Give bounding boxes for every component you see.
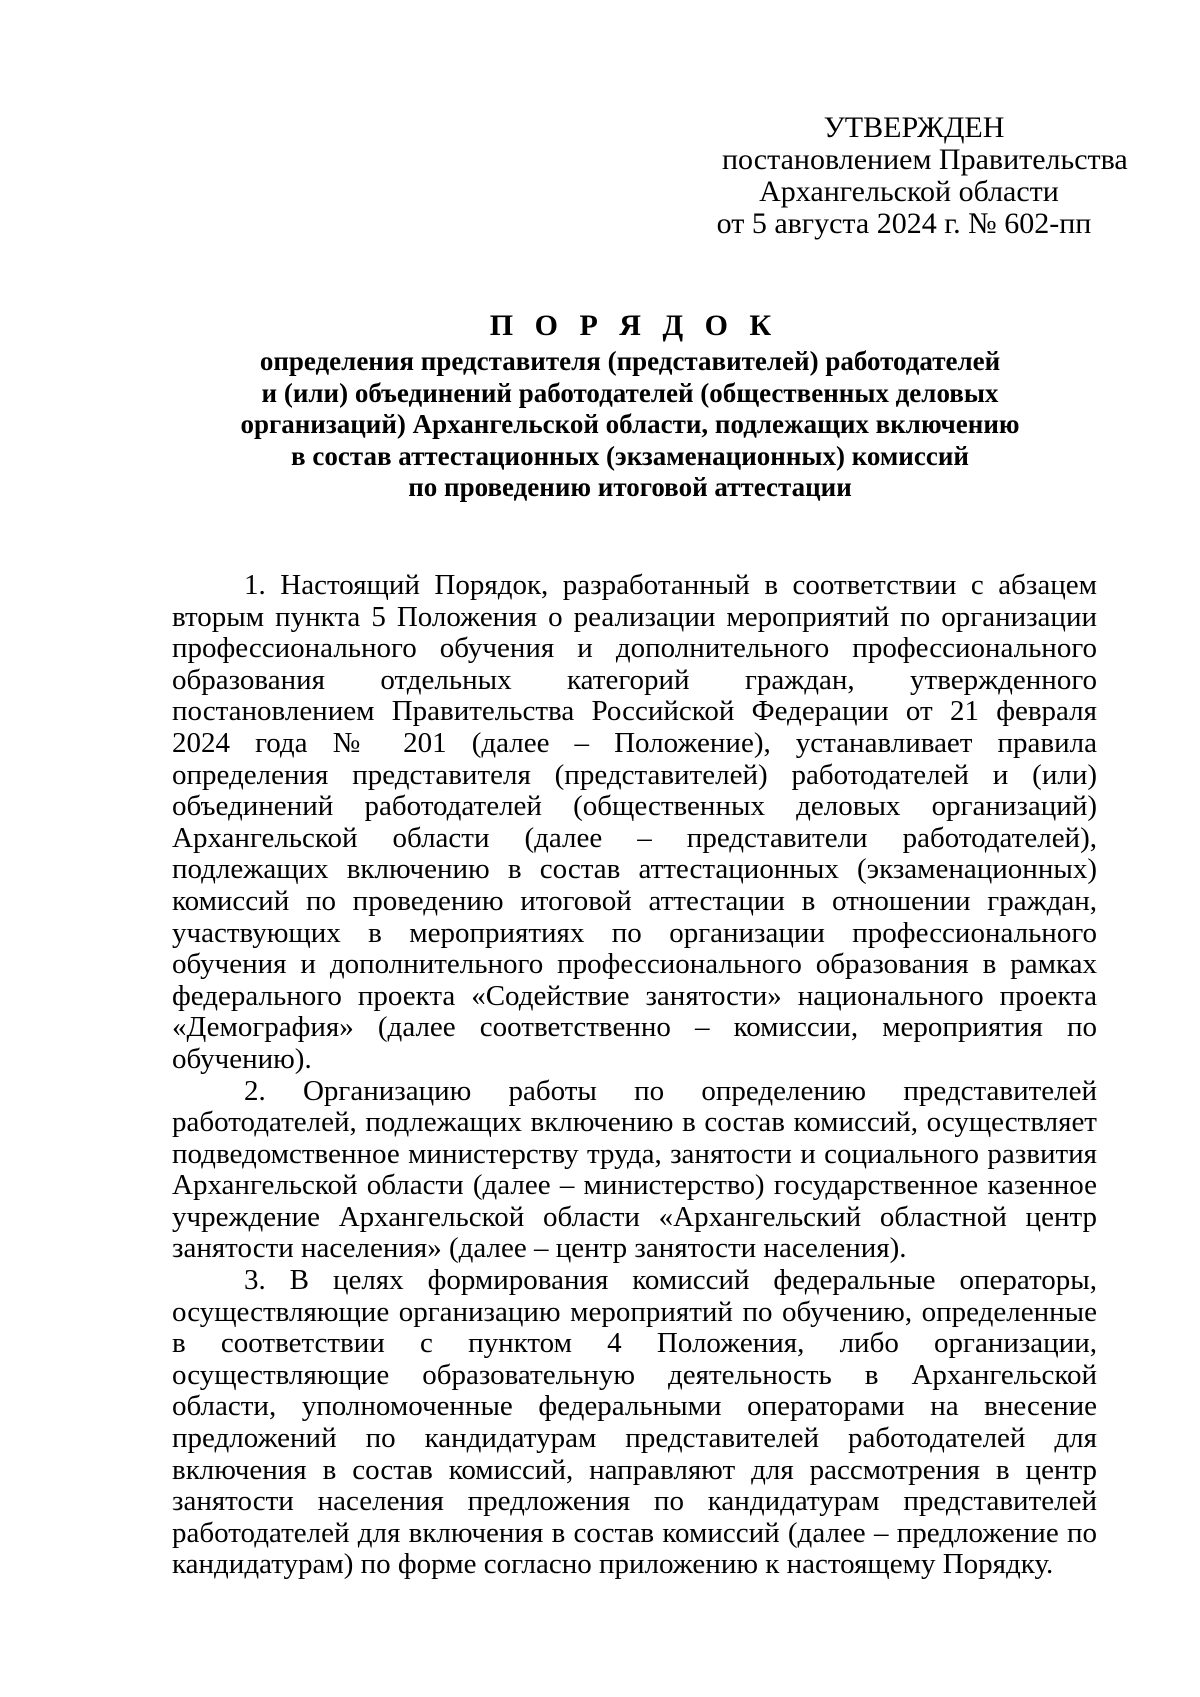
approval-title: УТВЕРЖДЕН bbox=[823, 111, 1005, 144]
subtitle-line: и (или) объединений работодателей (общественных деловых bbox=[261, 377, 999, 408]
paragraph-2: 2. Организацию работы по определению представителей работодателей, подлежащих включению в состав комиссий, осуществляет подведомственное министерству труда, занятости и социального развития Архангельской области (далее – министерство) государственное казенное учреждение Архангельской области «Архангельский областной центр занятости населения» (далее – центр занятости населения). bbox=[172, 1074, 1097, 1265]
approval-stamp bbox=[700, 111, 1128, 240]
paragraph-3: 3. В целях формирования комиссий федеральные операторы, осуществляющие организацию мероприятий по обучению, определенные в соответствии с пунктом 4 Положения, либо организации, осуществляющие образовательную деятельность в Архангельской области, уполномоченные федеральными операторами на внесение предложений по кандидатурам представителей работодателей для включения в состав комиссий, направляют для рассмотрения в центр занятости населения предложения по кандидатурам представителей работодателей для включения в состав комиссий (далее – предложение по кандидатурам) по форме согласно приложению к настоящему Порядку. bbox=[172, 1264, 1097, 1581]
subtitle-line: определения представителя (представителей) работодателей bbox=[259, 346, 1001, 376]
document-subtitle bbox=[170, 346, 1090, 504]
subtitle-line: организаций) Архангельской области, подлежащих включению bbox=[240, 409, 1020, 439]
approval-resolution: постановлением Правительства bbox=[722, 143, 1128, 176]
document-heading bbox=[170, 306, 1090, 504]
approval-date-number: от 5 августа 2024 г. № 602-пп bbox=[716, 207, 1092, 240]
document-title: П О Р Я Д О К bbox=[489, 309, 779, 342]
document-body bbox=[172, 570, 1097, 1581]
paragraph-1: 1. Настоящий Порядок, разработанный в соответствии с абзацем вторым пункта 5 Положения о реализации мероприятий по организации профессионального обучения и дополнительного профессионального образования отдельных категорий граждан, утвержденного постановлением Правительства Российской Федерации от 21 февраля 2024 года № 201 (далее – Положение), устанавливает правила определения представителя (представителей) работодателей и (или) объединений работодателей (общественных деловых организаций) Архангельской области (далее – представители работодателей), подлежащих включению в состав аттестационных (экзаменационных) комиссий по проведению итоговой аттестации в отношении граждан, участвующих в мероприятиях по организации профессионального обучения и дополнительного профессионального образования в рамках федерального проекта «Содействие занятости» национального проекта «Демография» (далее соответственно – комиссии, мероприятия по обучению). bbox=[172, 569, 1097, 1075]
subtitle-line: в состав аттестационных (экзаменационных) комиссий bbox=[291, 440, 969, 471]
subtitle-line: по проведению итоговой аттестации bbox=[408, 472, 852, 502]
approval-region: Архангельской области bbox=[759, 175, 1059, 208]
